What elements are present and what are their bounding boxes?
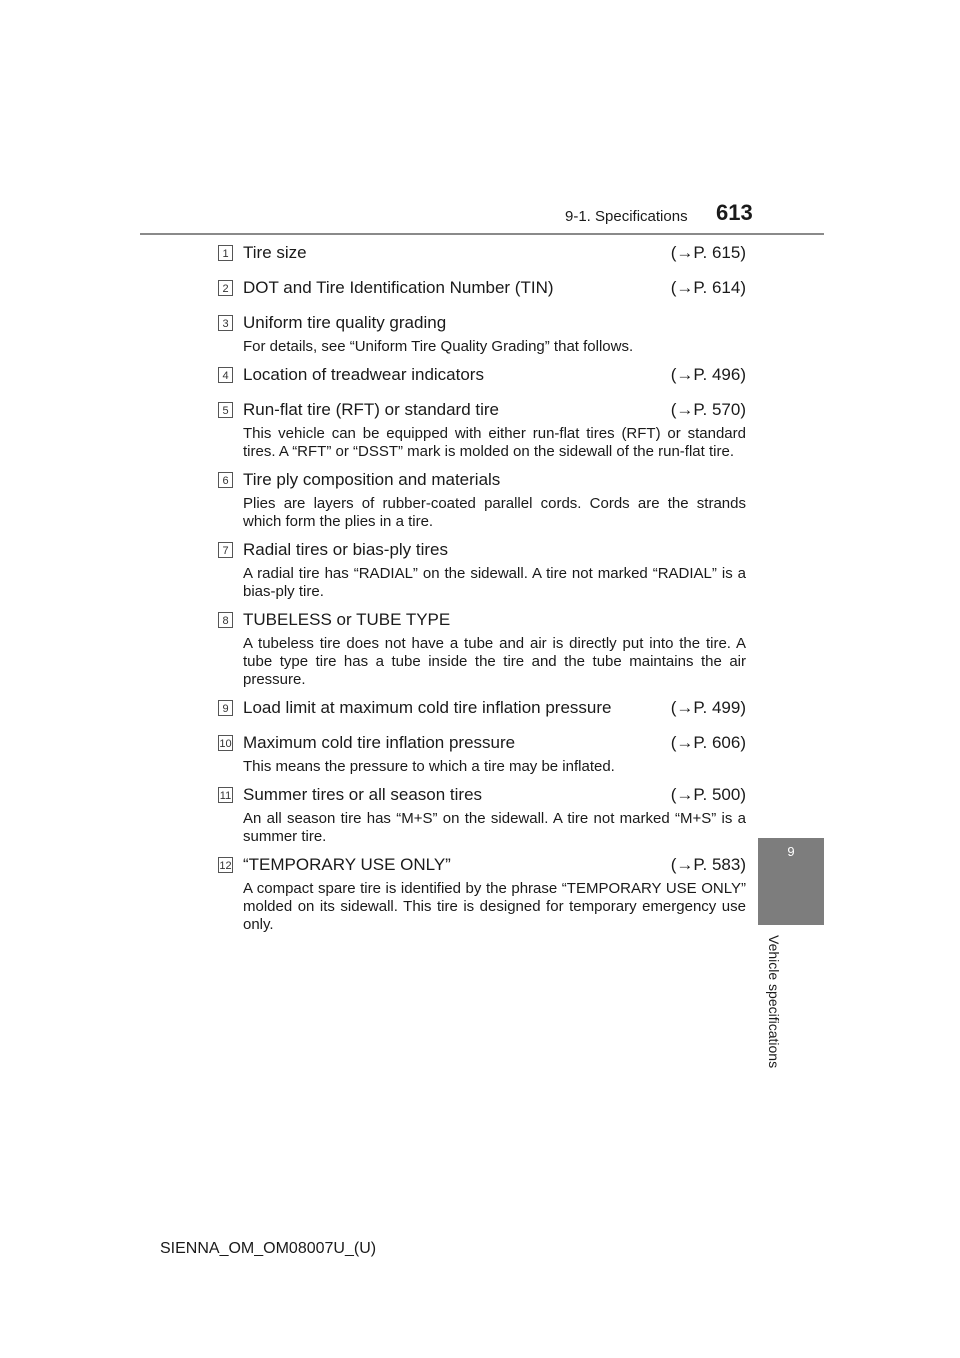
chapter-number: 9 <box>787 844 795 859</box>
legend-item <box>218 607 746 689</box>
chapter-title: Vehicle specifications <box>766 935 782 1069</box>
legend-item-heading <box>218 730 746 756</box>
page-reference: (→P. 499) <box>670 698 746 717</box>
legend-item-heading <box>218 467 746 493</box>
page-reference: (→P. 606) <box>670 733 746 752</box>
page-reference: (→P. 615) <box>670 243 746 262</box>
legend-item <box>218 240 746 275</box>
item-title: “TEMPORARY USE ONLY” <box>243 855 451 874</box>
item-number-badge: 4 <box>218 367 233 383</box>
item-description: An all season tire has “M+S” on the sidewall. A tire not marked “M+S” is a summer tire. <box>243 810 746 845</box>
page-reference: (→P. 614) <box>670 278 746 297</box>
item-description: A compact spare tire is identified by the phrase “TEMPORARY USE ONLY” molded on its sidewall. This tire is designed for temporary emergency use only. <box>243 880 746 933</box>
legend-item-heading <box>218 310 746 336</box>
legend-item-heading <box>218 275 746 301</box>
legend-item-heading <box>218 852 746 878</box>
legend-item <box>218 537 746 601</box>
legend-item <box>218 782 746 846</box>
page-reference: (→P. 500) <box>670 785 746 804</box>
item-number-badge: 2 <box>218 280 233 296</box>
legend-item-heading <box>218 782 746 808</box>
item-title: Radial tires or bias-ply tires <box>243 540 449 559</box>
item-number-badge: 5 <box>218 402 233 418</box>
item-title: Summer tires or all season tires <box>243 785 483 804</box>
legend-item <box>218 362 746 397</box>
item-number-badge: 7 <box>218 542 233 558</box>
legend-item-heading <box>218 537 746 563</box>
legend-item-heading <box>218 397 746 423</box>
page-reference: (→P. 570) <box>670 400 746 419</box>
legend-item-heading <box>218 362 746 388</box>
legend-item-heading <box>218 695 746 721</box>
item-title: Run-flat tire (RFT) or standard tire <box>243 400 500 419</box>
legend-item-heading <box>218 607 746 633</box>
item-title: DOT and Tire Identification Number (TIN) <box>243 278 554 297</box>
item-description: This vehicle can be equipped with either run-flat tires (RFT) or standard tires. A “RFT” or “DSST” mark is molded on the sidewall of the run-flat tire. <box>243 425 746 460</box>
document-id: SIENNA_OM_OM08007U_(U) <box>160 1240 377 1257</box>
item-title: TUBELESS or TUBE TYPE <box>243 610 451 629</box>
legend-item <box>218 695 746 730</box>
item-number-badge: 1 <box>218 245 233 261</box>
legend-item-heading <box>218 240 746 266</box>
item-number-badge: 12 <box>218 857 233 873</box>
section-title: 9-1. Specifications <box>565 208 688 225</box>
item-description: A radial tire has “RADIAL” on the sidewall. A tire not marked “RADIAL” is a bias-ply tire. <box>243 565 746 600</box>
item-description: A tubeless tire does not have a tube and air is directly put into the tire. A tube type tire has a tube inside the tire and the tube maintains the air pressure. <box>243 635 746 688</box>
legend-item <box>218 730 746 776</box>
item-title: Tire size <box>243 243 307 262</box>
tire-label-legend <box>218 240 746 940</box>
header-divider <box>140 233 824 235</box>
item-description: Plies are layers of rubber-coated parallel cords. Cords are the strands which form the plies in a tire. <box>243 495 746 530</box>
item-number-badge: 3 <box>218 315 233 331</box>
item-number-badge: 9 <box>218 700 233 716</box>
legend-item <box>218 310 746 356</box>
chapter-tab <box>758 838 824 925</box>
item-number-badge: 6 <box>218 472 233 488</box>
item-title: Load limit at maximum cold tire inflation pressure <box>243 698 612 717</box>
item-title: Tire ply composition and materials <box>243 470 501 489</box>
item-number-badge: 8 <box>218 612 233 628</box>
item-number-badge: 11 <box>218 787 233 803</box>
item-description: This means the pressure to which a tire may be inflated. <box>243 758 615 775</box>
legend-item <box>218 275 746 310</box>
page-number: 613 <box>716 200 753 225</box>
item-title: Uniform tire quality grading <box>243 313 447 332</box>
page-reference: (→P. 583) <box>670 855 746 874</box>
page-reference: (→P. 496) <box>670 365 746 384</box>
item-description: For details, see “Uniform Tire Quality Grading” that follows. <box>243 338 634 355</box>
legend-item <box>218 467 746 531</box>
item-number-badge: 10 <box>218 735 233 751</box>
legend-item <box>218 397 746 461</box>
item-title: Location of treadwear indicators <box>243 365 484 384</box>
legend-item <box>218 852 746 934</box>
item-title: Maximum cold tire inflation pressure <box>243 733 516 752</box>
